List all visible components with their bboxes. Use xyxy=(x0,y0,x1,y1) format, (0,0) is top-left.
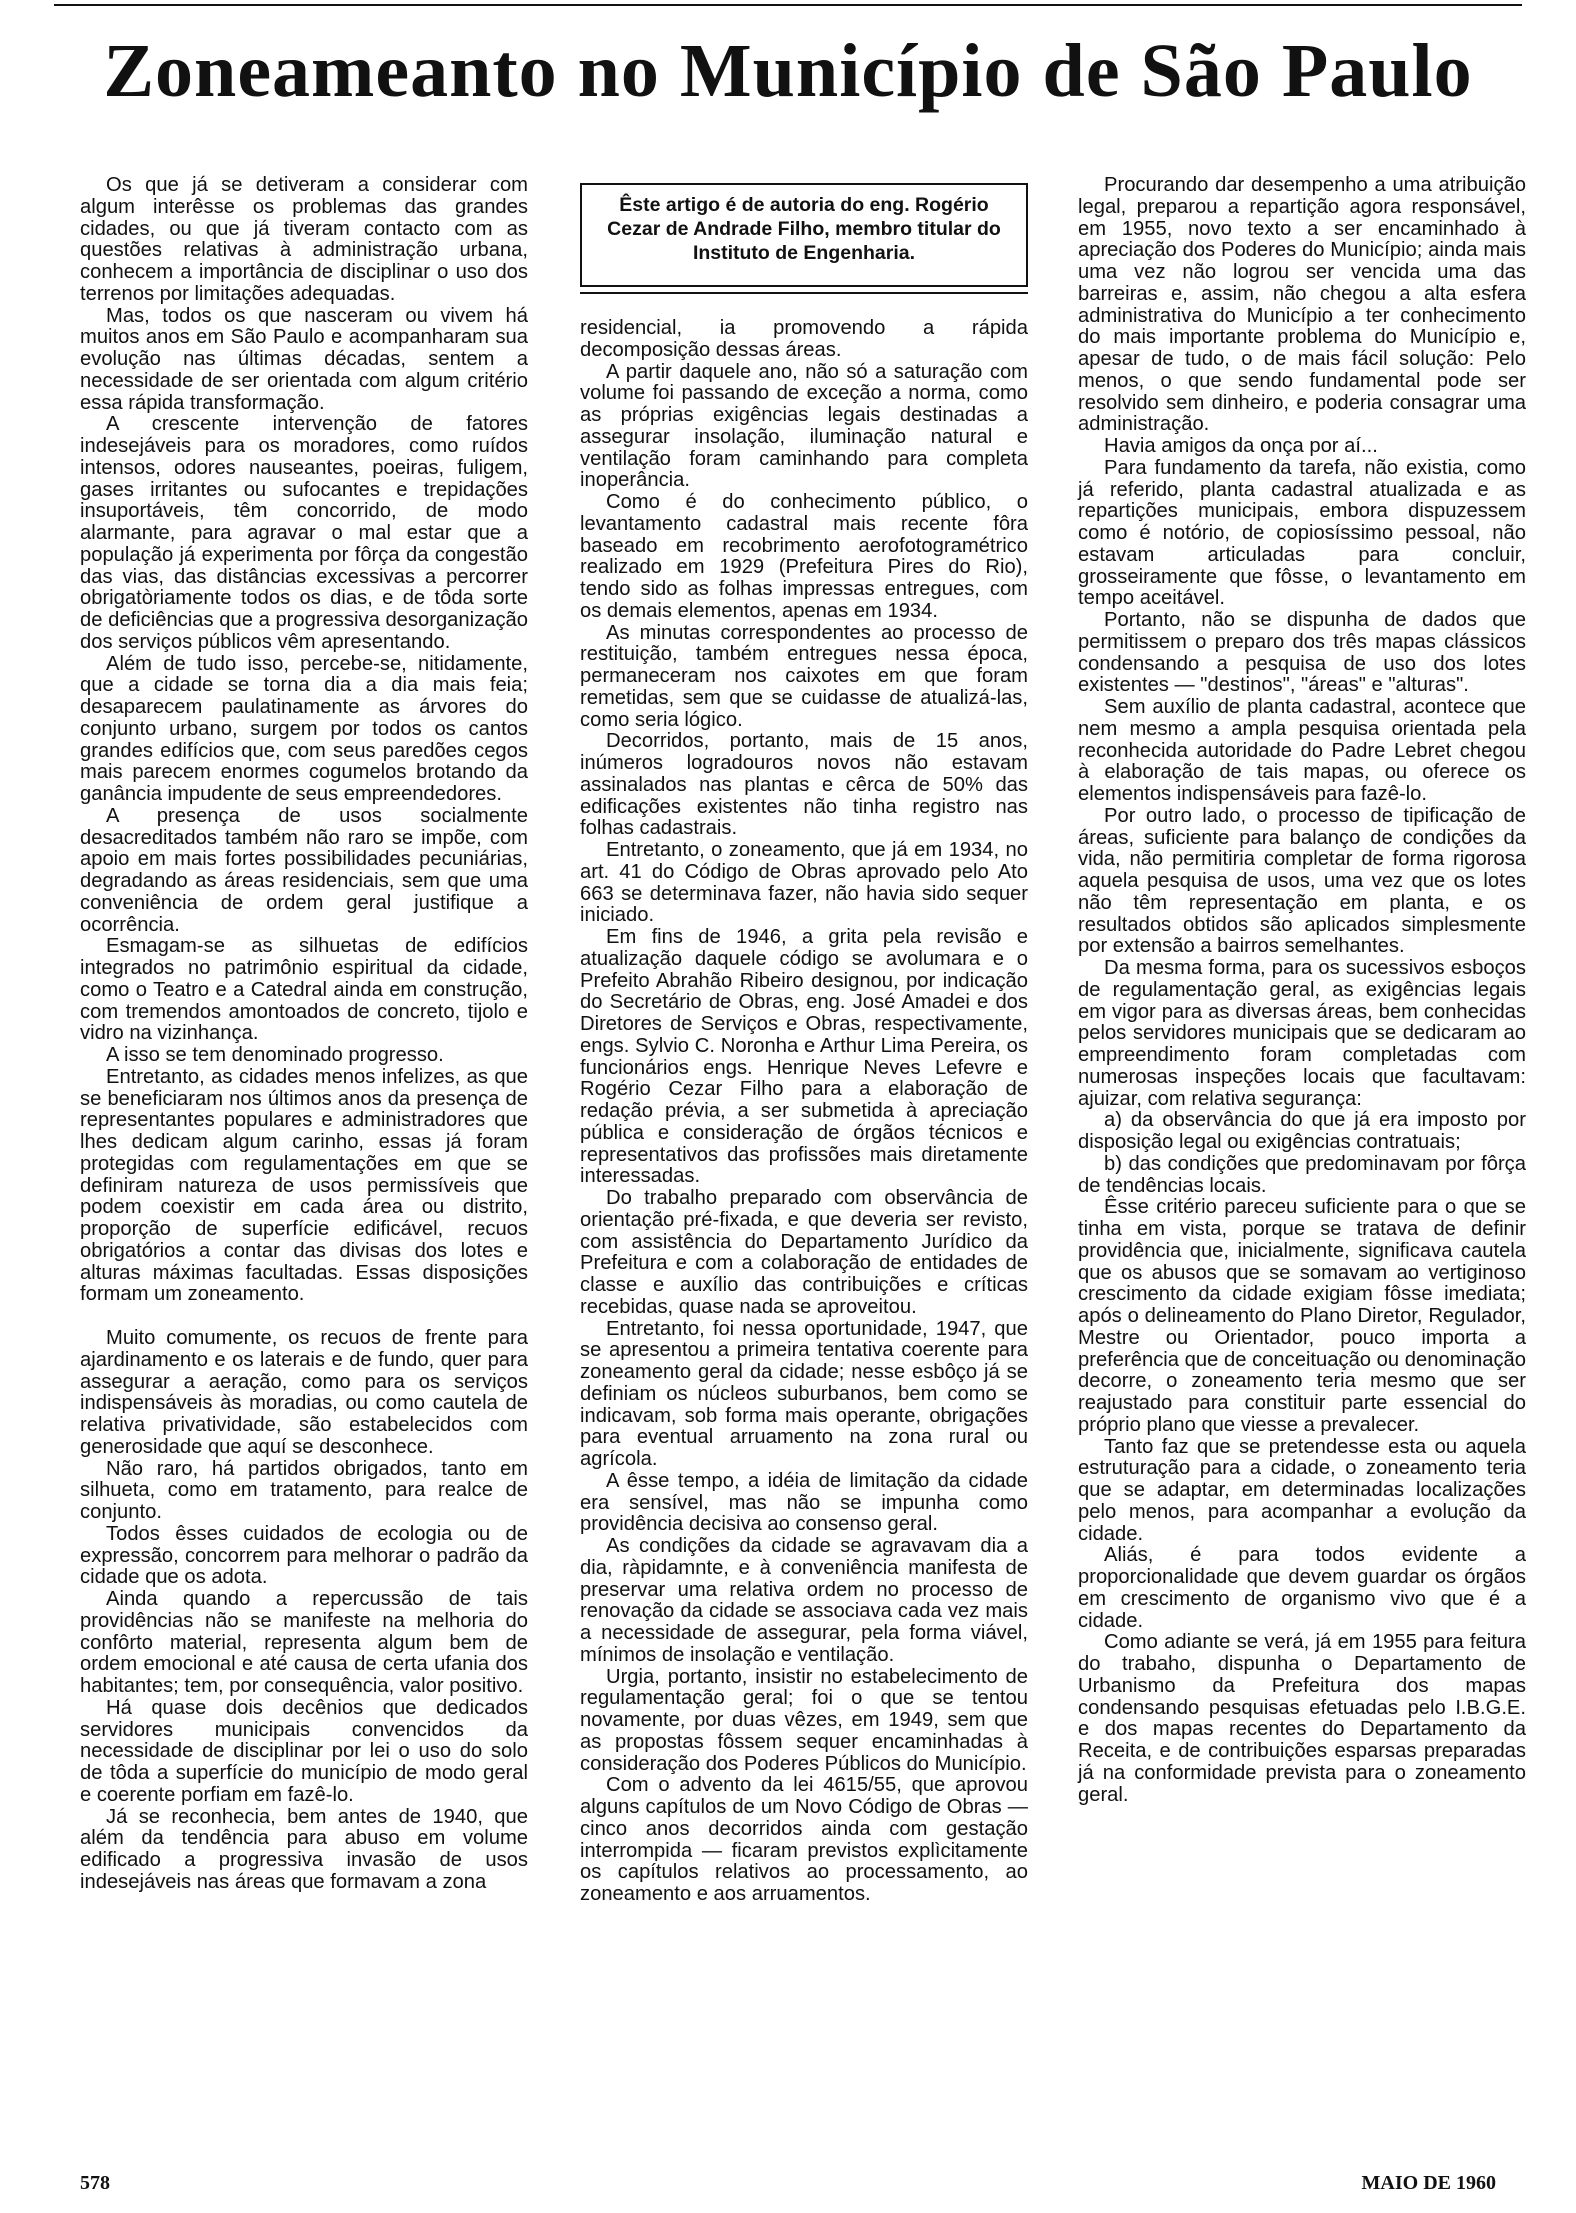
paragraph: Ainda quando a repercussão de tais providências não se manifeste na melhoria do confôrto material, representa algum bem de ordem emocional e até causa de certa ufania dos habitantes; tem, por consequência, valor positivo. xyxy=(80,1588,528,1697)
paragraph: Por outro lado, o processo de tipificação de áreas, suficiente para balanço de condições da vida, não permitiria completar de forma rigorosa aquela pesquisa de usos, uma vez que os lotes não têm representação em planta, e os resultados obtidos são aplicados simplesmente por extensão a bairros semelhantes. xyxy=(1078,804,1526,958)
paragraph: A presença de usos socialmente desacreditados também não raro se impõe, com apoio em mais fortes possibilidades pecuniárias, degradando as áreas residenciais, sem que uma conveniência de ordem geral justifique a ocorrência. xyxy=(80,804,528,936)
paragraph: Entretanto, as cidades menos infelizes, as que se beneficiaram nos últimos anos da presença de representantes populares e administradores que lhes dedicam algum carinho, essas já foram protegidas com regulamentações em que se definiram natureza de usos permissíveis que podem coexistir em cada área ou distrito, proporção de superfície edificável, recuos obrigatórios a contar das divisas dos lotes e alturas máximas facultadas. Essas disposições formam um zoneamento. xyxy=(80,1065,528,1306)
paragraph: Com o advento da lei 4615/55, que aprovou alguns capítulos de um Novo Código de Obras — cinco anos decorridos ainda com gestação interrompida — ficaram previstos explìcitamente os capítulos relativos ao processamento, ao zoneamento e aos arruamentos. xyxy=(580,1774,1028,1905)
page-number: 578 xyxy=(80,2172,110,2194)
paragraph: Não raro, há partidos obrigados, tanto em silhueta, como em tratamento, para realce de conjunto. xyxy=(80,1457,528,1523)
paragraph: Portanto, não se dispunha de dados que permitissem o preparo dos três mapas clássicos condensando a pesquisa de uso dos lotes existentes — "destinos", "áreas" e "alturas". xyxy=(1078,609,1526,697)
list-item: b) das condições que predominavam por fôrça de tendências locais. xyxy=(1078,1152,1526,1197)
paragraph: A êsse tempo, a idéia de limitação da cidade era sensível, mas não se impunha como providência decisiva ao consenso geral. xyxy=(580,1469,1028,1536)
author-note-box xyxy=(580,183,1028,287)
article-title: Zoneameanto no Município de São Paulo xyxy=(103,29,1473,113)
paragraph: Entretanto, foi nessa oportunidade, 1947, que se apresentou a primeira tentativa coerente para zoneamento geral da cidade; nesse esbôço já se definiam os núcleos suburbanos, bem como se indicavam, sob forma mais operante, obrigações para eventual arruamento na zona rural ou agrícola. xyxy=(580,1317,1028,1470)
paragraph: Os que já se detiveram a considerar com algum interêsse os problemas das grandes cidades, ou que já tiveram contacto com as questões relativas à administração urbana, conhecem a importância de disciplinar o uso dos terrenos por limitações adequadas. xyxy=(80,174,528,305)
paragraph: Em fins de 1946, a grita pela revisão e atualização daquele código se avolumara e o Prefeito Abrahão Ribeiro designou, por indicação do Secretário de Obras, eng. José Amadei e dos Diretores de Serviços e Obras, respectivamente, engs. Sylvio C. Noronha e Arthur Lima Pereira, os funcionários engs. Henrique Neves Lefevre e Rogério Cezar Filho para a elaboração de redação prévia, a ser submetida à apreciação pública e consideração de órgãos técnicos e representativos das profissões mais diretamente interessadas. xyxy=(580,926,1028,1188)
paragraph: Decorridos, portanto, mais de 15 anos, inúmeros logradouros novos não estavam assinalados nas plantas e cêrca de 50% das edificações existentes não tinha registro nas folhas cadastrais. xyxy=(580,730,1028,840)
paragraph: As condições da cidade se agravavam dia a dia, ràpidamnte, e à conveniência manifesta de preservar uma relativa ordem no processo de renovação da cidade se associava cada vez mais a necessidade de assegurar, pela forma viável, mínimos de insolação e ventilação. xyxy=(580,1535,1028,1666)
paragraph: Mas, todos os que nasceram ou vivem há muitos anos em São Paulo e acompanharam sua evolução nas últimas décadas, sentem a necessidade de ser orientada com algum critério essa rápida transformação. xyxy=(80,304,528,414)
top-rule xyxy=(54,4,1522,6)
paragraph: Todos êsses cuidados de ecologia ou de expressão, concorrem para melhorar o padrão da cidade que os adota. xyxy=(80,1522,528,1589)
paragraph: Da mesma forma, para os sucessivos esboços de regulamentação geral, as exigências legais em vigor para as diversas áreas, bem conhecidas pelos servidores municipais que se dedicaram ao empreendimento foram completadas com numerosas inspeções locais que facultavam: ajuizar, com relativa segurança: xyxy=(1078,957,1526,1110)
list-item: a) da observância do que já era imposto por disposição legal ou exigências contratuais; xyxy=(1078,1109,1526,1153)
paragraph: Havia amigos da onça por aí... xyxy=(1104,435,1378,457)
paragraph: Para fundamento da tarefa, não existia, como já referido, planta cadastral atualizada e as repartições municipais, embora dispuzessem como é notório, de copiosíssimo pessoal, não estavam articuladas para concluir, grosseiramente que fôsse, o levantamento em tempo aceitável. xyxy=(1078,456,1526,610)
paragraph: Além de tudo isso, percebe-se, nitidamente, que a cidade se torna dia a dia mais feia; desaparecem paulatinamente as árvores do conjunto urbano, surgem por todos os cantos grandes edifícios que, com seus paredões cegos mais parecem enormes cogumelos brotando da ganância impudente de seus empreendedores. xyxy=(80,652,528,805)
paragraph: Entretanto, o zoneamento, que já em 1934, no art. 41 do Código de Obras aprovado pelo Ato 663 se determinava fazer, não havia sido sequer iniciado. xyxy=(580,839,1028,927)
author-note: Êste artigo é de autoria do eng. Rogério Cezar de Andrade Filho, membro titular do Instituto de Engenharia. xyxy=(607,194,1001,264)
paragraph: Procurando dar desempenho a uma atribuição legal, preparou a repartição agora responsável, em 1955, novo texto a ser encaminhado à apreciação dos Poderes do Município; ainda mais uma vez não logrou ser vencida uma das barreiras e, assim, não chegou a alta esfera administrativa do Município a ter conhecimento do mais importante problema do Município e, apesar de tudo, o de mais fácil solução: Pelo menos, o que sendo fundamental pode ser resolvido sem dinheiro, e poderia consagrar uma administração. xyxy=(1078,174,1526,436)
column-2 xyxy=(580,318,1028,1906)
author-note-underline xyxy=(580,292,1028,294)
paragraph: Esmagam-se as silhuetas de edifícios integrados no patrimônio espiritual da cidade, como o Teatro e a Catedral ainda em construção, com tremendos amontoados de concreto, tijolo e vidro na vizinhança. xyxy=(80,935,528,1045)
paragraph: Do trabalho preparado com observância de orientação pré-fixada, e que deveria ser revisto, com assistência do Departamento Jurídico da Prefeitura e com a colaboração de entidades de classe e auxílio das contribuições e críticas recebidas, quase nada se aproveitou. xyxy=(580,1187,1028,1318)
paragraph: residencial, ia promovendo a rápida decomposição dessas áreas. xyxy=(580,317,1028,361)
paragraph: Há quase dois decênios que dedicados servidores municipais convencidos da necessidade de disciplinar por lei o uso do solo de tôda a superfície do município de modo geral e coerente porfiam em fazê-lo. xyxy=(80,1696,528,1806)
paragraph: Muito comumente, os recuos de frente para ajardinamento e os laterais e de fundo, quer para assegurar a aeração, como para os serviços indispensáveis às moradias, ou como cautela de relativa privatividade, são estabelecidos com generosidade que aquí se desconhece. xyxy=(80,1327,528,1458)
paragraph: Tanto faz que se pretendesse esta ou aquela estruturação para a cidade, o zoneamento teria que se adaptar, em determinadas localizações pelo menos, para acompanhar a evolução da cidade. xyxy=(1078,1435,1526,1545)
paragraph: A partir daquele ano, não só a saturação com volume foi passando de exceção a norma, como as próprias exigências legais destinadas a assegurar insolação, iluminação natural e ventilação foram caminhando para completa inoperância. xyxy=(580,360,1028,492)
paragraph: Sem auxílio de planta cadastral, acontece que nem mesmo a ampla pesquisa orientada pela reconhecida autoridade do Padre Lebret chegou à elaboração de tais mapas, ou oferece os elementos indispensáveis para fazê-lo. xyxy=(1078,696,1526,805)
paragraph: As minutas correspondentes ao processo de restituição, também entregues nessa época, permaneceram nos caixotes em que foram remetidas, sem que se cuidasse de atualizá-las, como seria lógico. xyxy=(580,621,1028,731)
paragraph: Já se reconhecia, bem antes de 1940, que além da tendência para abuso em volume edificado a progressiva invasão de usos indesejáveis nas áreas que formavam a zona xyxy=(80,1805,528,1893)
paragraph: Êsse critério pareceu suficiente para o que se tinha em vista, porque se tratava de definir providência que, inicialmente, significava cautela que os abusos que se somavam ao vertiginoso crescimento da cidade exigiam fôsse imediata; após o delineamento do Plano Diretor, Regulador, Mestre ou Orientador, pouco importa a preferência que de conceituação ou denominação decorre, o zoneamento teria mesmo que ser reajustado para constituir parte essencial do próprio plano que viesse a prevalecer. xyxy=(1078,1196,1526,1436)
column-1 xyxy=(80,175,528,1894)
paragraph: Aliás, é para todos evidente a proporcionalidade que devem guardar os órgãos em crescimento de organismo vivo que é a cidade. xyxy=(1078,1544,1526,1632)
paragraph: A isso se tem denominado progresso. xyxy=(106,1044,444,1066)
paragraph: Como adiante se verá, já em 1955 para feitura do trabaho, dispunha o Departamento de Urbanismo da Prefeitura dos mapas condensando pesquisas efetuadas pelo I.B.G.E. e dos mapas recentes do Departamento da Receita, e de contribuições esparsas preparadas já na conformidade prevista para o zoneamento geral. xyxy=(1078,1631,1526,1806)
issue-date: MAIO DE 1960 xyxy=(1361,2172,1496,2194)
column-3 xyxy=(1078,175,1526,1806)
paragraph: Urgia, portanto, insistir no estabelecimento de regulamentação geral; foi o que se tentou novamente, por duas vêzes, em 1949, sem que as propostas fôssem sequer encaminhadas à consideração dos Poderes Públicos do Município. xyxy=(580,1665,1028,1775)
paragraph: A crescente intervenção de fatores indesejáveis para os moradores, como ruídos intensos, odores nauseantes, poeiras, fuligem, gases irritantes ou sufocantes e trepidações insuportáveis, têm concorrido, de modo alarmante, para agravar o mal estar que a população já experimenta por fôrça da congestão das vias, das distâncias excessivas a percorrer obrigatòriamente todos os dias, e de tôda sorte de deficiências que a progressiva desorganização dos serviços públicos vêm apresentando. xyxy=(80,413,528,653)
paragraph: Como é do conhecimento público, o levantamento cadastral mais recente fôra baseado em recobrimento aerofotogramétrico realizado em 1929 (Prefeitura Pires do Rio), tendo sido as folhas impressas entregues, com os demais elementos, apenas em 1934. xyxy=(580,491,1028,622)
